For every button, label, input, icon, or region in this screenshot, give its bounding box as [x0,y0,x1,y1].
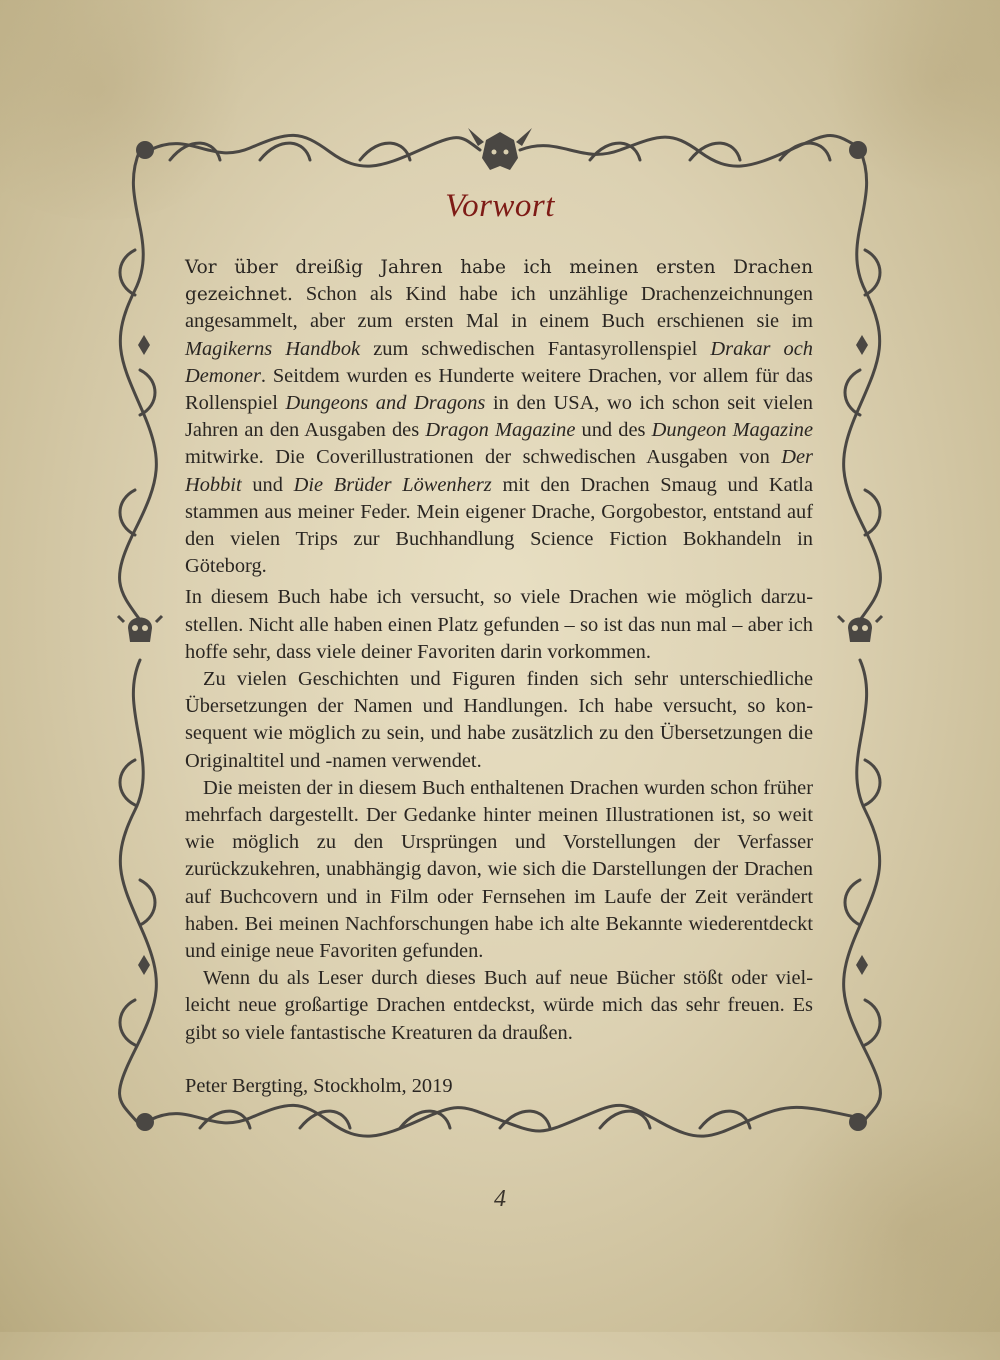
text-run: mit den Drachen Smaug und Katla stammen aus meiner Feder. Mein eigener Drache, Gorgobestor, entstand auf den vielen Trips zur Buchhandlung Science Fiction Bokhandeln in Göteborg. [185,473,813,578]
body-text [185,254,813,1100]
text-run: mitwirke. Die Coverillustrationen der schwedischen Ausgaben von [185,446,782,469]
book-title: Dungeon Magazine [651,419,813,442]
skull-icon [118,616,162,642]
paragraph: Zu vielen Geschichten und Figuren finden sich sehr unterschiedliche Übersetzungen der Namen und Handlungen. Ich habe versucht, so konsequent wie möglich zu sein, und habe zusätzlich zu den Übersetzungen die Originaltitel und -namen verwendet. [185,668,813,772]
text-run: . Seitdem wurden es Hunderte weitere Drachen, vor allem für das Rollenspiel [185,364,813,415]
page-title: Vorwort [445,188,555,224]
book-title: Die Brüder Löwenherz [293,473,492,496]
lead-sentence: Vor über dreißig Jahren habe ich meinen ersten Drachen gezeichnet. [185,257,813,306]
paragraph: Wenn du als Leser durch dieses Buch auf neue Bücher stößt oder vielleicht neue großartige Drachen entdeckst, würde mich das sehr freuen. Es gibt so viele fantastische Kreaturen da draußen. [185,967,813,1044]
book-title: Dungeons and Dragons [285,392,486,415]
page-number: 4 [494,1186,506,1212]
skull-icon [838,616,882,642]
paragraph: In diesem Buch habe ich versucht, so viele Drachen wie möglich darzustellen. Nicht alle haben einen Platz gefunden – so ist das nun mal – aber ich hoffe sehr, dass viele deiner Favoriten darin vorkommen. [185,586,813,663]
signature: Peter Bergting, Stockholm, 2019 [185,1074,453,1097]
book-title: Magikerns Handbok [185,337,361,360]
text-run: und [241,473,294,496]
paragraph [185,254,813,580]
text-run: Schon als Kind habe ich unzählige Drachenzeichnungen angesammelt, aber zum ersten Mal in einem Buch erschienen sie im [185,283,813,333]
paragraph: Die meisten der in diesem Buch enthaltenen Drachen wurden schon früher mehrfach dargestellt. Der Gedanke hinter meinen Illustrationen ist, so weit wie möglich zu den Ursprüngen und Vorstellungen der Verfasser zurückzukehren, unabhängig davon, wie sich die Darstellungen der Drachen auf Buchcovern und in Film oder Fernsehen im Laufe der Zeit verändert haben. Bei meinen Nachforschungen habe ich alte Bekannte wiederentdeckt und einige neue Favoriten gefunden. [185,776,813,963]
book-title: Der Hobbit [185,446,813,496]
text-run: und des [575,419,652,442]
book-title: Dragon Magazine [425,419,576,442]
text-run: zum schwedischen Fantasyrollenspiel [360,337,711,360]
book-title: Drakar och Demoner [185,337,814,387]
text-run: in den USA, wo ich schon seit vielen Jahren an den Ausgaben des [185,392,813,442]
